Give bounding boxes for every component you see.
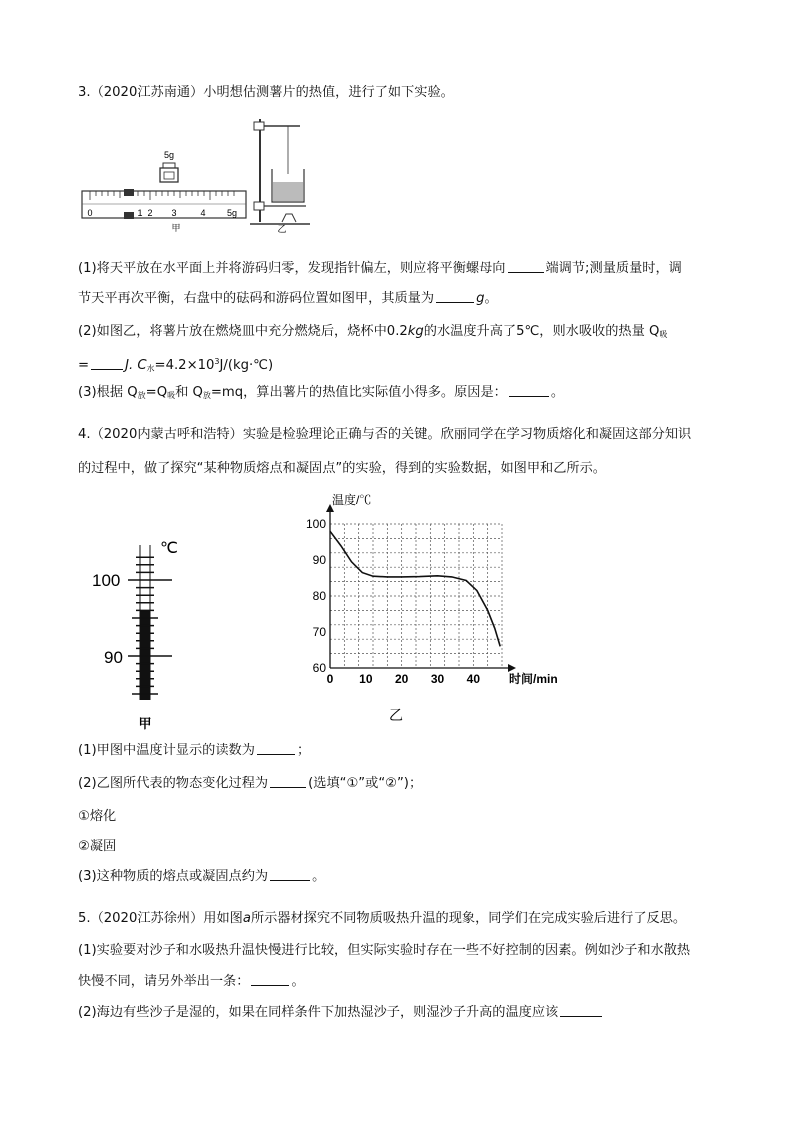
q4-option-2: ②凝固 [78, 839, 117, 854]
balance-scale-figure [80, 140, 250, 232]
q3-part1-line1: (1)将天平放在水平面上并将游码归零，发现指针偏左，则应将平衡螺母向 端调节;测量质量时，调 [78, 261, 682, 276]
scale-tick-1: 1 [137, 208, 143, 218]
caption-yi-q3: 乙 [277, 224, 287, 234]
answer-blank[interactable] [560, 1004, 602, 1017]
chart-ylabel: 温度/℃ [332, 493, 372, 507]
q4-part2: (2)乙图所代表的物态变化过程为 (选填“①”或“②”)； [78, 776, 423, 791]
answer-blank[interactable] [251, 973, 289, 986]
x-tick-label: 0 [326, 672, 334, 686]
scale-tick-4: 4 [200, 208, 206, 218]
q3-part3: (3)根据 $Q_放=Q_吸$和 $Q_放=mq$，算出薯片的热值比实际值小得多。原因是： 。 [78, 385, 565, 400]
x-tick-label: 10 [359, 672, 373, 686]
q4-part3: (3)这种物质的熔点或凝固点约为 。 [78, 869, 326, 884]
temperature-time-chart [300, 488, 580, 728]
answer-blank[interactable] [509, 384, 549, 397]
scale-tick-3: 3 [171, 208, 177, 218]
y-tick-label: 60 [312, 661, 326, 675]
q5-header: 5.（2020江苏徐州）用如图a所示器材探究不同物质吸热升温的现象，同学们在完成实验后进行了反思。 [78, 911, 687, 926]
answer-blank[interactable] [91, 357, 123, 370]
series-temperature-line [330, 531, 500, 646]
therm-label-100: 100 [92, 571, 121, 590]
answer-blank[interactable] [257, 742, 295, 755]
x-tick-label: 30 [430, 672, 445, 686]
x-axis-arrow [508, 664, 516, 672]
y-tick-label: 80 [312, 589, 326, 603]
q4-part1: (1)甲图中温度计显示的读数为 ； [78, 743, 311, 758]
answer-blank[interactable] [508, 260, 544, 273]
q3-part2-line1: (2)如图乙，将薯片放在燃烧皿中充分燃烧后，烧杯中0.2kg的水温度升高了5℃，则水吸收的热量 $Q_吸$ [78, 324, 668, 339]
q3-part2-line2: = J. $C_水=4.2\times 10^3J/(kg\cdot℃)$ [78, 357, 274, 373]
weight-label: 5g [163, 150, 175, 160]
q3-part1-line2: 节天平再次平衡，右盘中的砝码和游码位置如图甲，其质量为 g。 [78, 291, 498, 306]
q4-header-line1: 4.（2020内蒙古呼和浩特）实验是检验理论正确与否的关键。欣丽同学在学习物质熔化和凝固这部分知识 [78, 427, 692, 442]
chart-xlabel: 时间/min [509, 672, 558, 686]
q5-part1-line1: (1)实验要对沙子和水吸热升温快慢进行比较，但实际实验时存在一些不好控制的因素。例如沙子和水散热 [78, 943, 691, 958]
answer-blank[interactable] [270, 775, 306, 788]
x-tick-label: 40 [466, 672, 481, 686]
scale-tick-0: 0 [87, 208, 93, 218]
thermometer-figure [92, 535, 202, 735]
answer-blank[interactable] [270, 868, 310, 881]
y-tick-label: 90 [312, 553, 326, 567]
q4-option-1: ①熔化 [78, 809, 117, 824]
q3-header: 3.（2020江苏南通）小明想估测薯片的热值，进行了如下实验。 [78, 85, 454, 100]
caption-jia-q4: 甲 [138, 716, 152, 731]
y-tick-label: 70 [312, 625, 326, 639]
burning-apparatus-figure [248, 114, 318, 234]
scale-tick-2: 2 [147, 208, 153, 218]
chart-caption: 乙 [389, 707, 403, 723]
therm-label-90: 90 [104, 648, 123, 667]
x-tick-label: 20 [394, 672, 409, 686]
answer-blank[interactable] [436, 290, 474, 303]
caption-jia-q3: 甲 [171, 223, 181, 232]
y-tick-label: 100 [305, 517, 326, 531]
q4-header-line2: 的过程中，做了探究“某种物质熔点和凝固点”的实验，得到的实验数据，如图甲和乙所示。 [78, 461, 606, 476]
q5-part2: (2)海边有些沙子是湿的，如果在同样条件下加热湿沙子，则湿沙子升高的温度应该 [78, 1004, 604, 1022]
q5-part1-line2: 快慢不同，请另外举出一条： 。 [78, 974, 305, 989]
thermometer-unit: ℃ [160, 540, 178, 557]
scale-tick-5g: 5g [226, 208, 238, 218]
